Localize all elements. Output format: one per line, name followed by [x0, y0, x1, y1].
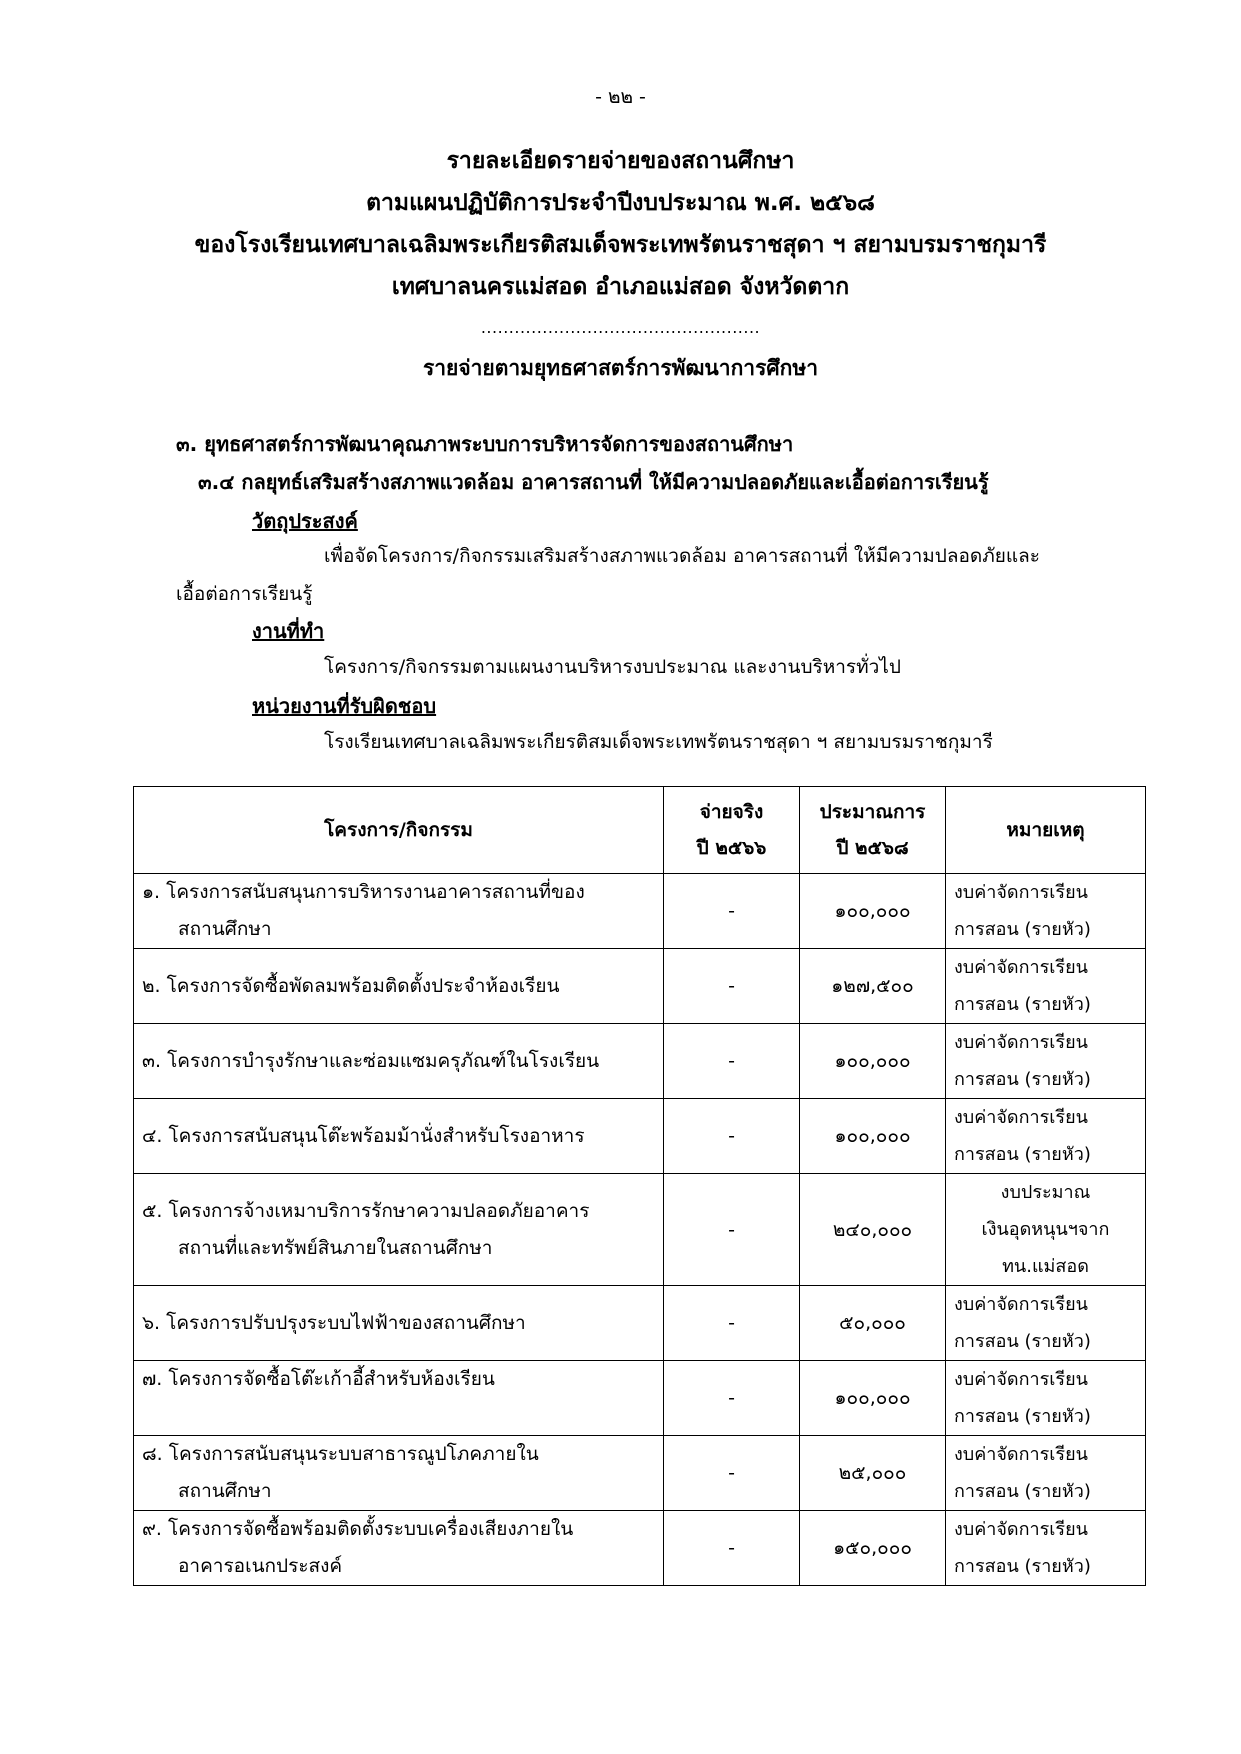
project-cell: ๘. โครงการสนับสนุนระบบสาธารณูปโภคภายใน สถานศึกษา: [134, 1436, 664, 1511]
title-line-2: ตามแผนปฏิบัติการประจำปีงบประมาณ พ.ศ. ๒๕๖๘: [366, 190, 875, 216]
remark-cell: งบค่าจัดการเรียน การสอน (รายหัว): [946, 1511, 1146, 1586]
actual-cell: -: [664, 1436, 800, 1511]
estimate-cell: ๑๐๐,๐๐๐: [800, 1024, 946, 1099]
estimate-cell: ๒๔๐,๐๐๐: [800, 1174, 946, 1286]
table-header-row: [134, 787, 1146, 874]
remark-cell: งบค่าจัดการเรียน การสอน (รายหัว): [946, 1361, 1146, 1436]
project-cell: ๗. โครงการจัดซื้อโต๊ะเก้าอี้สำหรับห้องเรียน: [134, 1361, 664, 1436]
table-row: [134, 1361, 1146, 1436]
actual-cell: -: [664, 1511, 800, 1586]
actual-cell: -: [664, 1174, 800, 1286]
project-cell: ๓. โครงการบำรุงรักษาและซ่อมแซมครุภัณฑ์ในโรงเรียน: [134, 1024, 664, 1099]
estimate-cell: ๑๐๐,๐๐๐: [800, 1361, 946, 1436]
table-row: [134, 1174, 1146, 1286]
remark-cell: งบประมาณ เงินอุดหนุนฯจาก ทน.แม่สอด: [946, 1174, 1146, 1286]
table-row: [134, 1024, 1146, 1099]
sub-strategy-heading: ๓.๔ กลยุทธ์เสริมสร้างสภาพแวดล้อม อาคารสถานที่ ให้มีความปลอดภัยและเอื้อต่อการเรียนรู้: [198, 470, 989, 494]
objective-heading: วัตถุประสงค์: [252, 509, 358, 533]
header-actual: จ่ายจริง ปี ๒๕๖๖: [664, 787, 800, 874]
actual-cell: -: [664, 874, 800, 949]
table-row: [134, 1511, 1146, 1586]
work-text: โครงการ/กิจกรรมตามแผนงานบริหารงบประมาณ และงานบริหารทั่วไป: [324, 656, 901, 678]
remark-cell: งบค่าจัดการเรียน การสอน (รายหัว): [946, 874, 1146, 949]
remark-cell: งบค่าจัดการเรียน การสอน (รายหัว): [946, 1436, 1146, 1511]
strategy-heading: ๓. ยุทธศาสตร์การพัฒนาคุณภาพระบบการบริหารจัดการของสถานศึกษา: [176, 432, 794, 456]
table-row: [134, 874, 1146, 949]
objective-text-line-2: เอื้อต่อการเรียนรู้: [176, 583, 313, 605]
document-title: [0, 140, 1241, 308]
project-cell: ๑. โครงการสนับสนุนการบริหารงานอาคารสถานที่ของ สถานศึกษา: [134, 874, 664, 949]
estimate-cell: ๕๐,๐๐๐: [800, 1286, 946, 1361]
title-line-3: ของโรงเรียนเทศบาลเฉลิมพระเกียรติสมเด็จพระเทพรัตนราชสุดา ฯ สยามบรมราชกุมารี: [194, 232, 1047, 258]
project-cell: ๒. โครงการจัดซื้อพัดลมพร้อมติดตั้งประจำห้องเรียน: [134, 949, 664, 1024]
work-heading: งานที่ทำ: [252, 619, 325, 643]
actual-cell: -: [664, 949, 800, 1024]
project-cell: ๔. โครงการสนับสนุนโต๊ะพร้อมม้านั่งสำหรับโรงอาหาร: [134, 1099, 664, 1174]
objective-text-line-1: เพื่อจัดโครงการ/กิจกรรมเสริมสร้างสภาพแวดล้อม อาคารสถานที่ ให้มีความปลอดภัยและ: [324, 545, 1040, 567]
table-row: [134, 949, 1146, 1024]
estimate-cell: ๑๒๗,๕๐๐: [800, 949, 946, 1024]
remark-cell: งบค่าจัดการเรียน การสอน (รายหัว): [946, 1099, 1146, 1174]
header-remark: หมายเหตุ: [946, 787, 1146, 874]
project-cell: ๙. โครงการจัดซื้อพร้อมติดตั้งระบบเครื่องเสียงภายใน อาคารอเนกประสงค์: [134, 1511, 664, 1586]
table-row: [134, 1099, 1146, 1174]
remark-cell: งบค่าจัดการเรียน การสอน (รายหัว): [946, 1024, 1146, 1099]
section-subtitle: รายจ่ายตามยุทธศาสตร์การพัฒนาการศึกษา: [422, 356, 819, 380]
budget-table: [133, 786, 1146, 1586]
dotted-separator: ..................................................: [480, 318, 761, 337]
header-project: โครงการ/กิจกรรม: [134, 787, 664, 874]
header-estimate: ประมาณการ ปี ๒๕๖๘: [800, 787, 946, 874]
project-cell: ๖. โครงการปรับปรุงระบบไฟฟ้าของสถานศึกษา: [134, 1286, 664, 1361]
title-line-4: เทศบาลนครแม่สอด อำเภอแม่สอด จังหวัดตาก: [391, 274, 850, 300]
table-row: [134, 1286, 1146, 1361]
actual-cell: -: [664, 1099, 800, 1174]
table-row: [134, 1436, 1146, 1511]
remark-cell: งบค่าจัดการเรียน การสอน (รายหัว): [946, 949, 1146, 1024]
project-cell: ๕. โครงการจ้างเหมาบริการรักษาความปลอดภัยอาคาร สถานที่และทรัพย์สินภายในสถานศึกษา: [134, 1174, 664, 1286]
responsible-heading: หน่วยงานที่รับผิดชอบ: [252, 694, 437, 718]
page-number: - ๒๒ -: [595, 86, 646, 108]
estimate-cell: ๑๕๐,๐๐๐: [800, 1511, 946, 1586]
title-line-1: รายละเอียดรายจ่ายของสถานศึกษา: [446, 148, 795, 174]
actual-cell: -: [664, 1361, 800, 1436]
estimate-cell: ๑๐๐,๐๐๐: [800, 1099, 946, 1174]
actual-cell: -: [664, 1024, 800, 1099]
estimate-cell: ๒๕,๐๐๐: [800, 1436, 946, 1511]
estimate-cell: ๑๐๐,๐๐๐: [800, 874, 946, 949]
responsible-text: โรงเรียนเทศบาลเฉลิมพระเกียรติสมเด็จพระเทพรัตนราชสุดา ฯ สยามบรมราชกุมารี: [324, 731, 993, 753]
actual-cell: -: [664, 1286, 800, 1361]
remark-cell: งบค่าจัดการเรียน การสอน (รายหัว): [946, 1286, 1146, 1361]
